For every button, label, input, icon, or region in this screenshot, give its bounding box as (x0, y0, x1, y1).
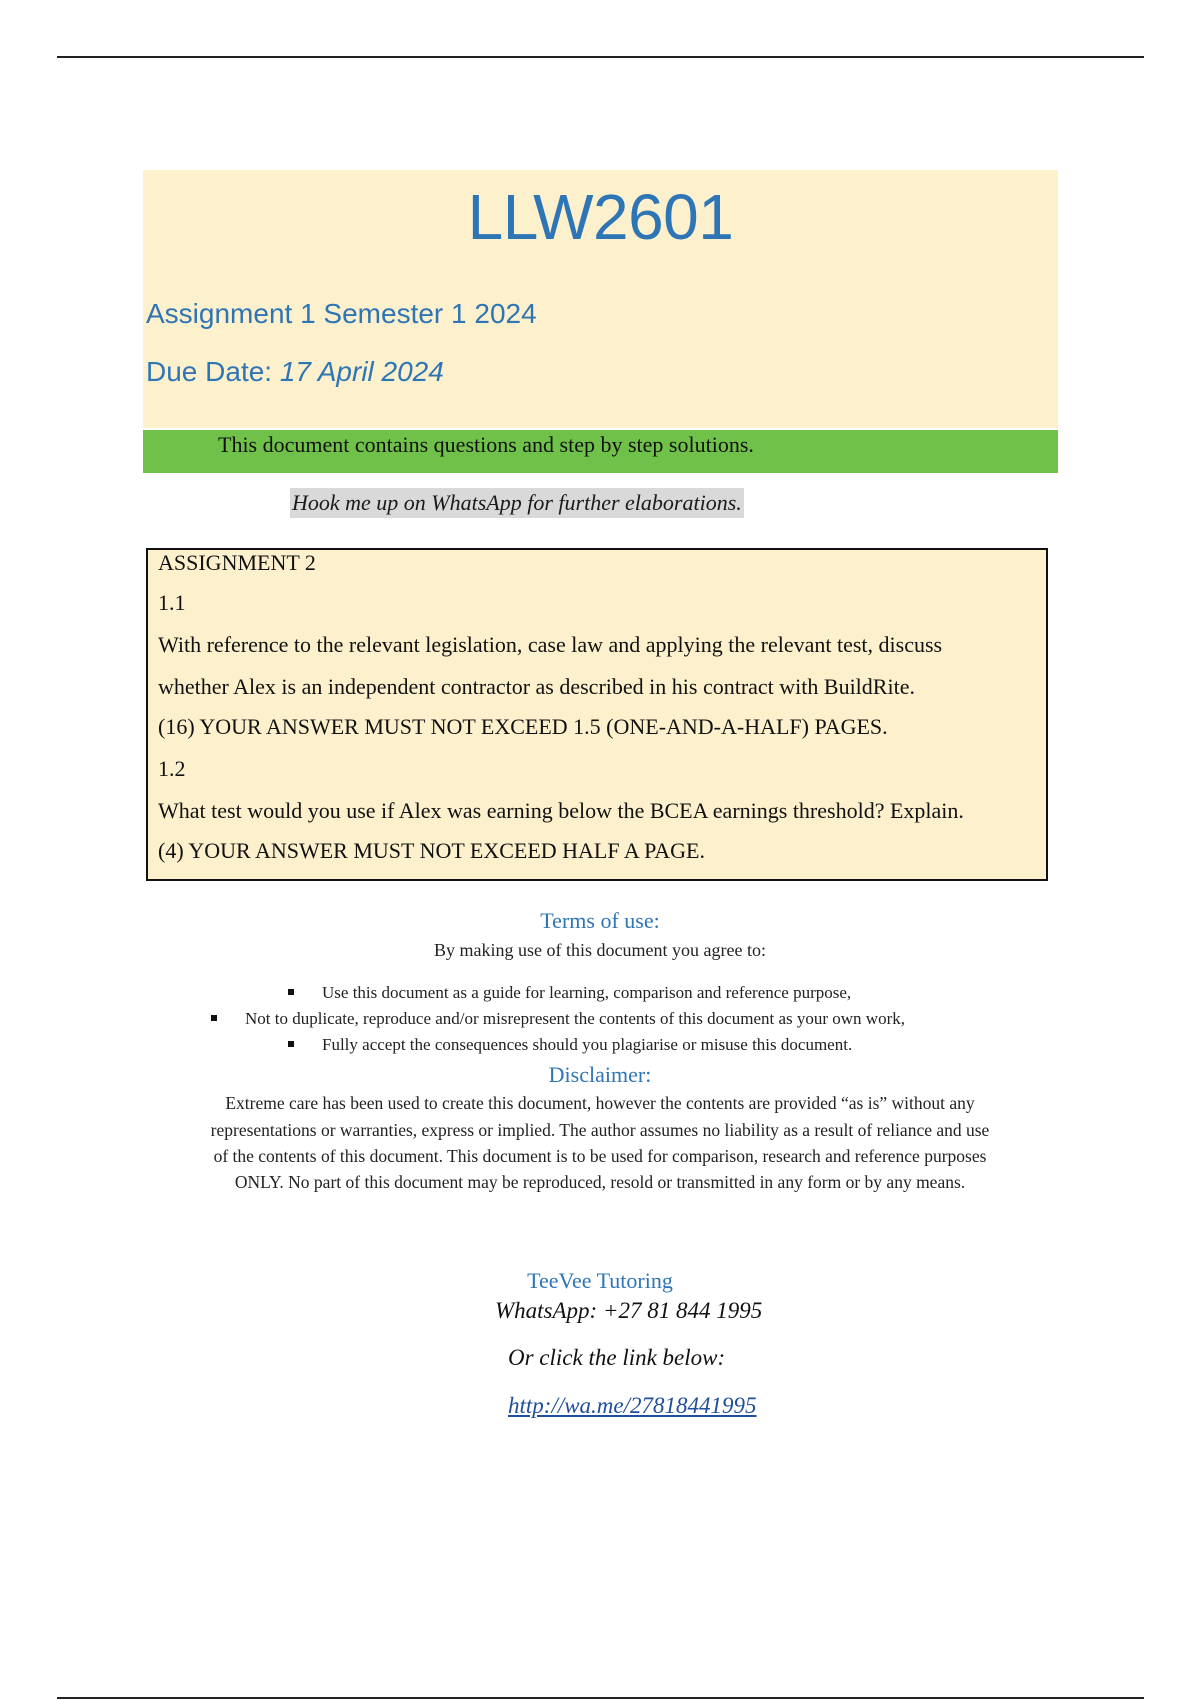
solutions-banner-text: This document contains questions and step by step solutions. (218, 432, 754, 457)
question-text: What test would you use if Alex was earning below the BCEA earnings threshold? Explain. (158, 798, 964, 823)
terms-bullet-text: Use this document as a guide for learning, comparison and reference purpose, (322, 983, 852, 1002)
click-link-prompt: Or click the link below: (508, 1345, 726, 1370)
disclaimer-heading: Disclaimer: (548, 1062, 652, 1087)
question-text: whether Alex is an independent contractor as described in his contract with BuildRite. (158, 674, 915, 699)
disclaimer-text: representations or warranties, express or implied. The author assumes no liability as a result of reliance and use (210, 1120, 990, 1140)
terms-bullet-text: Not to duplicate, reproduce and/or misrepresent the contents of this document as your own work, (245, 1009, 905, 1028)
assignment-heading: ASSIGNMENT 2 (158, 550, 316, 575)
assignment-question-box (146, 548, 1048, 881)
terms-of-use-heading: Terms of use: (540, 908, 660, 933)
whatsapp-number: WhatsApp: +27 81 844 1995 (495, 1298, 763, 1323)
bullet-square-icon (288, 989, 294, 995)
question-mark-allocation: (4) YOUR ANSWER MUST NOT EXCEED HALF A PAGE. (158, 838, 705, 863)
disclaimer-text: Extreme care has been used to create this document, however the contents are provided “as is” without any (225, 1093, 975, 1113)
question-number: 1.2 (158, 756, 186, 781)
bullet-square-icon (211, 1015, 217, 1021)
due-date-value: 17 April 2024 (279, 356, 444, 387)
due-date-label: Due Date: (146, 356, 280, 387)
whatsapp-link[interactable]: http://wa.me/27818441995 (508, 1393, 757, 1418)
course-code-title: LLW2601 (467, 181, 734, 253)
solutions-banner (143, 430, 1058, 473)
question-mark-allocation: (16) YOUR ANSWER MUST NOT EXCEED 1.5 (ONE-AND-A-HALF) PAGES. (158, 714, 888, 739)
bottom-rule (57, 1697, 1144, 1699)
terms-bullet (288, 983, 851, 1003)
terms-bullet (211, 1009, 905, 1029)
terms-bullet (288, 1035, 852, 1055)
question-text: With reference to the relevant legislation, case law and applying the relevant test, discuss (158, 632, 943, 657)
tutor-name: TeeVee Tutoring (527, 1268, 673, 1293)
disclaimer-text: of the contents of this document. This document is to be used for comparison, research and reference purposes (213, 1146, 987, 1166)
due-date-line (146, 356, 444, 388)
assignment-subtitle: Assignment 1 Semester 1 2024 (146, 298, 537, 329)
bullet-square-icon (288, 1041, 294, 1047)
question-number: 1.1 (158, 590, 186, 615)
terms-intro: By making use of this document you agree to: (434, 940, 766, 960)
whatsapp-hook-note: Hook me up on WhatsApp for further elaborations. (290, 488, 744, 518)
terms-bullet-text: Fully accept the consequences should you plagiarise or misuse this document. (322, 1035, 853, 1054)
cover-panel (143, 170, 1058, 428)
disclaimer-text: ONLY. No part of this document may be reproduced, resold or transmitted in any form or by any means. (234, 1172, 966, 1192)
top-rule (57, 56, 1144, 58)
